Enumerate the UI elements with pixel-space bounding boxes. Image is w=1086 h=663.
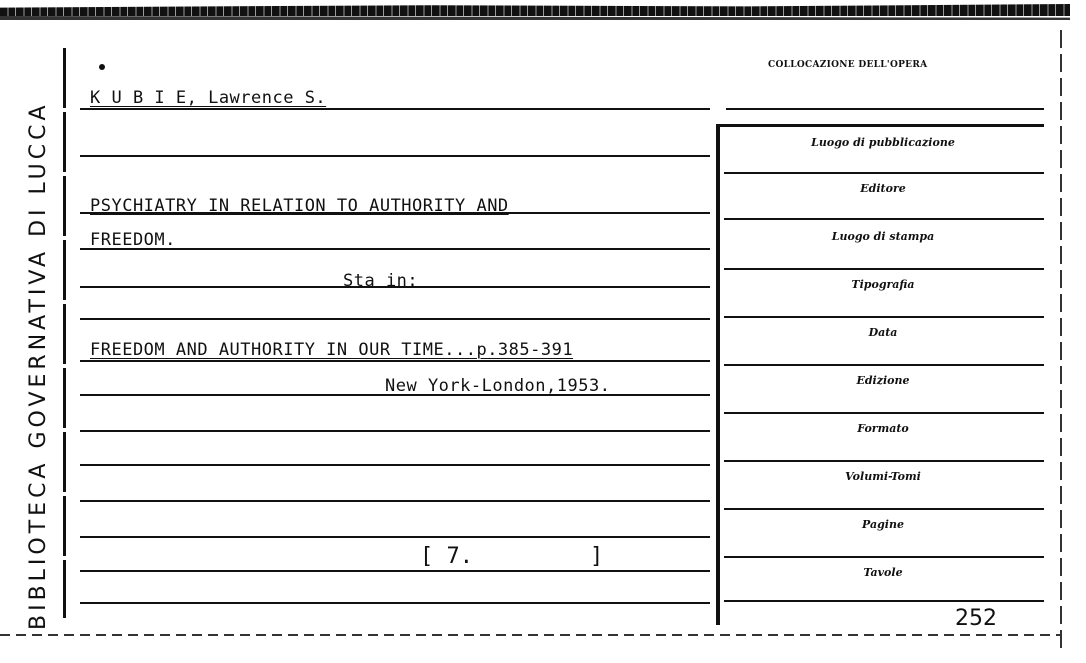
field-rule — [724, 460, 1044, 462]
bracket-close: ] — [590, 544, 604, 569]
field-tavole: Tavole — [863, 566, 903, 579]
field-volumi-tomi: Volumi-Tomi — [845, 470, 921, 483]
field-rule — [724, 268, 1044, 270]
rule-line — [80, 108, 710, 110]
card-bottom-edge — [0, 634, 1060, 636]
bracket-open: [ 7. — [420, 544, 473, 569]
top-edge-noise — [0, 4, 1070, 16]
field-rule — [724, 316, 1044, 318]
card-right-edge — [1060, 30, 1062, 650]
field-edizione: Edizione — [856, 374, 910, 387]
imprint-line: New York-London,1953. — [385, 376, 611, 396]
rule-line — [80, 155, 710, 157]
rule-line — [726, 108, 1044, 110]
collocation-heading: COLLOCAZIONE DELL'OPERA — [768, 60, 928, 70]
field-data: Data — [868, 326, 898, 339]
rule-line — [80, 536, 710, 538]
call-number: 252 — [955, 606, 997, 631]
title-line-1: PSYCHIATRY IN RELATION TO AUTHORITY AND — [90, 196, 509, 216]
fields-top-rule — [716, 124, 1044, 127]
rule-line — [80, 430, 710, 432]
field-tipografia: Tipografia — [851, 278, 915, 291]
source-title-line: FREEDOM AND AUTHORITY IN OUR TIME...p.385-391 — [90, 340, 574, 360]
rule-line — [80, 602, 710, 604]
field-formato: Formato — [857, 422, 909, 435]
rule-line — [80, 318, 710, 320]
field-luogo-pubblicazione: Luogo di pubblicazione — [811, 136, 955, 149]
top-edge-line — [0, 16, 1070, 20]
rule-line — [80, 570, 710, 572]
field-rule — [724, 600, 1044, 602]
field-rule — [724, 508, 1044, 510]
left-margin-rule — [63, 48, 66, 618]
title-line-2: FREEDOM. — [90, 230, 176, 250]
field-rule — [724, 412, 1044, 414]
rule-line — [80, 500, 710, 502]
rule-line — [80, 464, 710, 466]
fields-column-rule — [716, 125, 720, 625]
field-pagine: Pagine — [862, 518, 904, 531]
field-luogo-stampa: Luogo di stampa — [831, 230, 935, 243]
field-rule — [724, 364, 1044, 366]
field-rule — [724, 172, 1044, 174]
author-line: K U B I E, Lawrence S. — [90, 88, 327, 108]
bullet-dot — [99, 64, 105, 70]
field-rule — [724, 556, 1044, 558]
field-rule — [724, 218, 1044, 220]
sta-in-label: Sta in: — [343, 271, 419, 291]
rule-line — [80, 360, 710, 362]
field-editore: Editore — [860, 182, 906, 195]
library-label: BIBLIOTECA GOVERNATIVA DI LUCCA — [26, 101, 51, 630]
